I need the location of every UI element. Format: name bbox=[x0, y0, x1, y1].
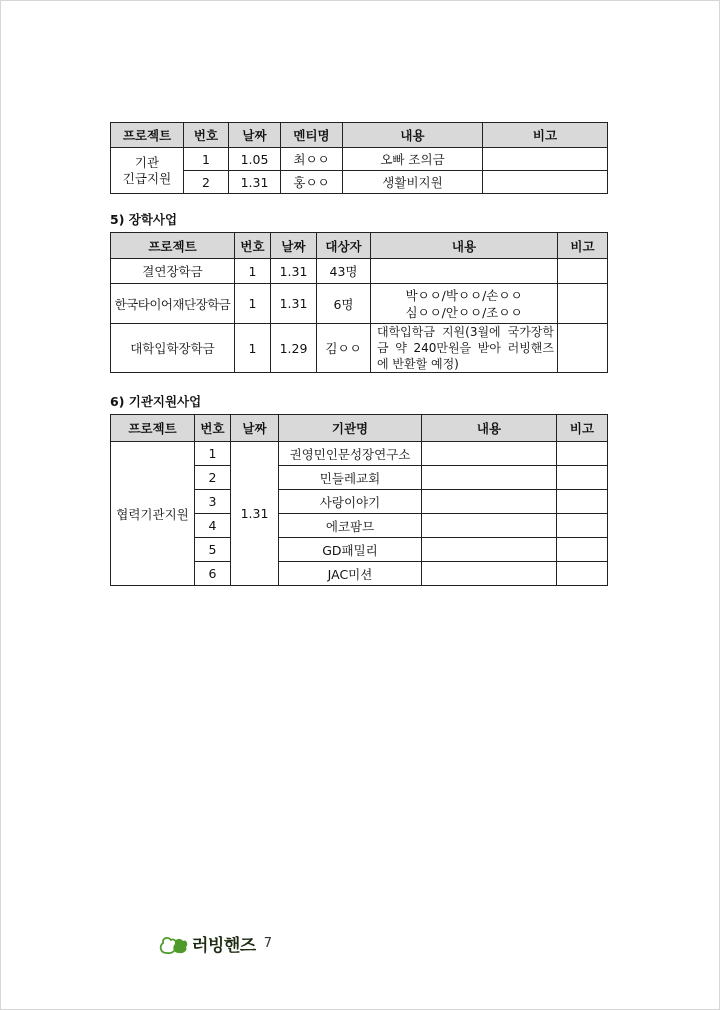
number-cell: 4 bbox=[195, 514, 231, 538]
emergency-support-table bbox=[110, 122, 608, 194]
section-heading-scholarship: 5) 장학사업 bbox=[110, 212, 178, 227]
col-header-date: 날짜 bbox=[271, 233, 317, 259]
footer-brand: 러빙핸즈 bbox=[192, 936, 256, 956]
number-cell: 5 bbox=[195, 538, 231, 562]
project-cell: 한국타이어재단장학금 bbox=[111, 284, 235, 324]
col-header-number: 번호 bbox=[195, 415, 231, 442]
institution-cell: 민들레교회 bbox=[279, 466, 422, 490]
table-header-row bbox=[111, 415, 608, 442]
note-cell bbox=[557, 490, 608, 514]
date-cell: 1.31 bbox=[229, 171, 281, 194]
col-header-number: 번호 bbox=[235, 233, 271, 259]
note-cell bbox=[557, 562, 608, 586]
content-cell: 박ㅇㅇ/박ㅇㅇ/손ㅇㅇ 심ㅇㅇ/안ㅇㅇ/조ㅇㅇ bbox=[371, 284, 558, 324]
col-header-project: 프로젝트 bbox=[111, 415, 195, 442]
project-cell: 결연장학금 bbox=[111, 259, 235, 284]
table-row bbox=[111, 442, 608, 466]
institution-cell: 사랑이야기 bbox=[279, 490, 422, 514]
note-cell bbox=[483, 148, 608, 171]
scholarship-table bbox=[110, 232, 608, 373]
col-header-mentee: 멘티명 bbox=[281, 123, 343, 148]
content-cell bbox=[371, 259, 558, 284]
col-header-project: 프로젝트 bbox=[111, 233, 235, 259]
table-row bbox=[111, 259, 608, 284]
col-header-number: 번호 bbox=[184, 123, 229, 148]
col-header-institution: 기관명 bbox=[279, 415, 422, 442]
mentee-cell: 최ㅇㅇ bbox=[281, 148, 343, 171]
note-cell bbox=[558, 324, 608, 373]
project-cell: 기관 긴급지원 bbox=[111, 148, 184, 194]
number-cell: 6 bbox=[195, 562, 231, 586]
number-cell: 1 bbox=[195, 442, 231, 466]
table-row bbox=[111, 171, 608, 194]
table-header-row bbox=[111, 233, 608, 259]
col-header-content: 내용 bbox=[343, 123, 483, 148]
number-cell: 1 bbox=[184, 148, 229, 171]
col-header-target: 대상자 bbox=[317, 233, 371, 259]
date-cell: 1.31 bbox=[231, 442, 279, 586]
content-cell: 대학입학금 지원(3월에 국가장학금 약 240만원을 받아 러빙핸즈에 반환할 예정) bbox=[371, 324, 558, 373]
page-number: 7 bbox=[263, 936, 272, 951]
content-cell bbox=[422, 442, 557, 466]
number-cell: 1 bbox=[235, 284, 271, 324]
note-cell bbox=[557, 466, 608, 490]
loving-hands-logo-icon bbox=[158, 933, 188, 955]
col-header-date: 날짜 bbox=[229, 123, 281, 148]
date-cell: 1.31 bbox=[271, 259, 317, 284]
content-cell bbox=[422, 538, 557, 562]
institution-cell: JAC미션 bbox=[279, 562, 422, 586]
target-cell: 김ㅇㅇ bbox=[317, 324, 371, 373]
target-cell: 6명 bbox=[317, 284, 371, 324]
project-cell: 협력기관지원 bbox=[111, 442, 195, 586]
target-cell: 43명 bbox=[317, 259, 371, 284]
number-cell: 1 bbox=[235, 259, 271, 284]
col-header-note: 비고 bbox=[558, 233, 608, 259]
institution-cell: 에코팜므 bbox=[279, 514, 422, 538]
col-header-note: 비고 bbox=[483, 123, 608, 148]
content-cell bbox=[422, 466, 557, 490]
col-header-date: 날짜 bbox=[231, 415, 279, 442]
content-cell bbox=[422, 490, 557, 514]
note-cell bbox=[557, 514, 608, 538]
col-header-content: 내용 bbox=[371, 233, 558, 259]
content-cell: 생활비지원 bbox=[343, 171, 483, 194]
note-cell bbox=[483, 171, 608, 194]
number-cell: 3 bbox=[195, 490, 231, 514]
note-cell bbox=[557, 538, 608, 562]
note-cell bbox=[557, 442, 608, 466]
date-cell: 1.29 bbox=[271, 324, 317, 373]
content-cell bbox=[422, 514, 557, 538]
table-row bbox=[111, 284, 608, 324]
number-cell: 2 bbox=[184, 171, 229, 194]
content-cell: 오빠 조의금 bbox=[343, 148, 483, 171]
col-header-content: 내용 bbox=[422, 415, 557, 442]
number-cell: 2 bbox=[195, 466, 231, 490]
institution-cell: GD패밀리 bbox=[279, 538, 422, 562]
content-cell bbox=[422, 562, 557, 586]
note-cell bbox=[558, 284, 608, 324]
date-cell: 1.31 bbox=[271, 284, 317, 324]
institution-cell: 권영민인문성장연구소 bbox=[279, 442, 422, 466]
section-heading-institution-support: 6) 기관지원사업 bbox=[110, 394, 202, 409]
note-cell bbox=[558, 259, 608, 284]
table-row bbox=[111, 324, 608, 373]
institution-support-table bbox=[110, 414, 608, 586]
col-header-project: 프로젝트 bbox=[111, 123, 184, 148]
mentee-cell: 홍ㅇㅇ bbox=[281, 171, 343, 194]
table-row bbox=[111, 148, 608, 171]
table-header-row bbox=[111, 123, 608, 148]
date-cell: 1.05 bbox=[229, 148, 281, 171]
number-cell: 1 bbox=[235, 324, 271, 373]
project-cell: 대학입학장학금 bbox=[111, 324, 235, 373]
col-header-note: 비고 bbox=[557, 415, 608, 442]
footer bbox=[158, 931, 272, 956]
